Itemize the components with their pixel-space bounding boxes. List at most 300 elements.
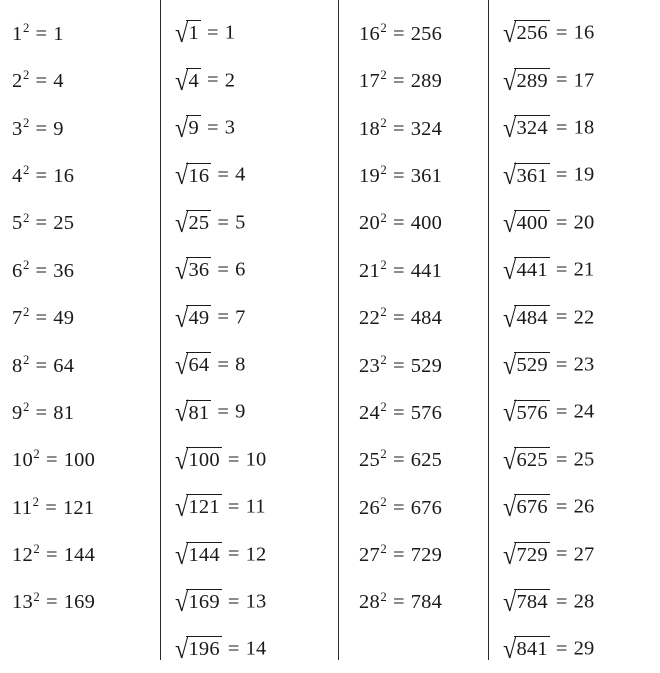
square-equation: [359, 20, 443, 46]
exponent: 2: [380, 163, 387, 178]
equals-sign: =: [392, 401, 405, 424]
result-number: 3: [224, 116, 236, 139]
equation-row: [12, 200, 160, 247]
result-number: 25: [573, 448, 595, 471]
radical-expression: [503, 302, 550, 334]
equals-sign: =: [35, 22, 48, 45]
root-equation: [175, 302, 246, 334]
radical-expression: [175, 447, 222, 475]
base-number: 27: [359, 544, 380, 567]
radical-expression: [175, 20, 201, 48]
square-equation: [12, 257, 75, 283]
radical-expression: [175, 399, 211, 427]
equals-sign: =: [555, 353, 568, 376]
radical-expression: [503, 352, 550, 380]
equals-sign: =: [217, 258, 230, 281]
equals-sign: =: [555, 69, 568, 92]
equation-row: [175, 484, 338, 531]
square-equation: [359, 212, 442, 235]
equation-row: [175, 105, 338, 152]
root-equation: [175, 447, 267, 475]
exponent: 2: [380, 68, 387, 83]
equation-row: [359, 200, 488, 247]
radical-sign-icon: √: [503, 539, 517, 571]
equation-row: [175, 437, 338, 484]
radical-expression: [175, 494, 222, 522]
equation-row: [503, 531, 660, 578]
column-roots-1-to-169: [160, 0, 338, 665]
exponent: 2: [33, 589, 40, 604]
equation-row: [503, 484, 660, 531]
result-number: 23: [573, 353, 595, 376]
equation-row: [12, 389, 160, 436]
equals-sign: =: [392, 449, 405, 472]
equals-sign: =: [555, 116, 568, 139]
exponent: 2: [380, 400, 387, 415]
radical-expression: [503, 636, 550, 664]
base-number: 13: [12, 591, 33, 614]
equation-row: [359, 57, 488, 104]
radical-sign-icon: √: [503, 587, 517, 618]
square-equation: [12, 115, 64, 141]
base-number: 23: [359, 354, 380, 377]
square-equation: [359, 165, 442, 188]
equation-row: [175, 579, 338, 626]
column-squares-1-to-13: [0, 0, 160, 660]
radical-expression: [503, 210, 550, 238]
result-number: 256: [410, 22, 443, 45]
radical-sign-icon: √: [175, 397, 189, 428]
radicand: 49: [188, 306, 210, 329]
result-number: 9: [53, 117, 64, 140]
equals-sign: =: [392, 70, 405, 93]
radicand: 484: [516, 306, 548, 329]
radical-sign-icon: √: [503, 18, 517, 49]
equals-sign: =: [217, 353, 230, 376]
equation-row: [503, 152, 660, 199]
equals-sign: =: [227, 543, 240, 566]
result-number: 324: [410, 117, 443, 140]
result-number: 8: [235, 353, 246, 376]
exponent: 2: [380, 210, 387, 225]
base-number: 17: [359, 70, 380, 93]
exponent: 2: [22, 305, 30, 320]
equals-sign: =: [45, 544, 58, 567]
equation-row: [175, 294, 338, 341]
result-number: 10: [245, 448, 267, 471]
equals-sign: =: [392, 117, 405, 140]
exponent: 2: [380, 589, 387, 604]
radical-expression: [503, 447, 550, 475]
square-equation: [359, 449, 442, 472]
exponent: 2: [380, 447, 387, 462]
equation-row: [175, 152, 338, 199]
square-equation: [12, 20, 64, 46]
root-equation: [175, 20, 235, 48]
exponent: 2: [22, 257, 30, 272]
equals-sign: =: [35, 307, 48, 330]
result-number: 26: [573, 495, 595, 518]
equation-row: [503, 389, 660, 436]
equation-row: [175, 342, 338, 389]
result-number: 22: [573, 306, 595, 329]
equals-sign: =: [555, 590, 568, 613]
radical-sign-icon: √: [503, 302, 517, 334]
radical-sign-icon: √: [175, 302, 189, 334]
radical-expression: [175, 589, 222, 617]
radicand: 784: [516, 591, 548, 614]
result-number: 49: [53, 307, 75, 330]
root-equation: [503, 399, 595, 427]
equals-sign: =: [217, 306, 230, 329]
result-number: 100: [63, 449, 96, 472]
result-number: 14: [245, 638, 267, 661]
root-equation: [503, 539, 595, 571]
square-equation: [359, 591, 442, 614]
result-number: 4: [53, 70, 64, 93]
result-number: 36: [53, 259, 75, 282]
radical-sign-icon: √: [175, 445, 189, 476]
result-number: 25: [53, 212, 75, 235]
radicand: 16: [188, 164, 210, 187]
base-number: 7: [12, 307, 23, 330]
result-number: 81: [53, 401, 75, 424]
base-number: 28: [359, 591, 380, 614]
radicand: 361: [516, 164, 548, 187]
radical-expression: [175, 302, 211, 334]
root-equation: [175, 352, 246, 380]
exponent: 2: [22, 115, 30, 130]
equation-row: [175, 247, 338, 294]
result-number: 19: [573, 164, 595, 187]
base-number: 25: [359, 449, 380, 472]
base-number: 4: [12, 164, 23, 187]
result-number: 484: [410, 307, 443, 330]
result-number: 24: [573, 401, 595, 424]
radical-sign-icon: √: [175, 18, 189, 49]
result-number: 4: [235, 164, 246, 187]
radicand: 441: [516, 259, 548, 282]
square-equation: [12, 494, 95, 520]
square-equation: [12, 165, 74, 188]
result-number: 676: [410, 496, 443, 519]
radicand: 256: [516, 22, 548, 45]
radical-sign-icon: √: [175, 539, 189, 571]
radicand: 289: [516, 69, 548, 92]
equals-sign: =: [392, 307, 405, 330]
radical-expression: [503, 399, 550, 427]
square-equation: [12, 212, 74, 235]
radicand: 729: [516, 543, 548, 566]
equals-sign: =: [35, 401, 48, 424]
equation-row: [359, 152, 488, 199]
equation-row: [359, 10, 488, 57]
exponent: 2: [380, 115, 387, 130]
base-number: 22: [359, 307, 380, 330]
equation-row: [12, 294, 160, 341]
root-equation: [503, 636, 595, 664]
equals-sign: =: [35, 354, 48, 377]
radical-sign-icon: √: [175, 634, 189, 665]
radicand: 196: [188, 638, 220, 661]
equation-row: [503, 294, 660, 341]
radicand: 529: [516, 354, 548, 377]
result-number: 6: [235, 258, 246, 281]
square-equation: [12, 544, 95, 567]
equals-sign: =: [45, 449, 58, 472]
equals-sign: =: [217, 211, 230, 234]
result-number: 11: [245, 495, 266, 518]
result-number: 289: [410, 70, 443, 93]
root-equation: [175, 68, 235, 96]
square-equation: [359, 70, 442, 93]
square-equation: [359, 115, 443, 141]
result-number: 169: [63, 591, 96, 614]
root-equation: [503, 210, 595, 238]
result-number: 64: [53, 354, 75, 377]
radicand: 841: [516, 638, 548, 661]
root-equation: [503, 68, 595, 96]
radical-sign-icon: √: [175, 255, 189, 286]
exponent: 2: [22, 20, 30, 35]
root-equation: [175, 162, 246, 190]
equation-row: [359, 579, 488, 626]
result-number: 20: [573, 211, 595, 234]
radical-expression: [175, 636, 222, 664]
equals-sign: =: [392, 164, 405, 187]
result-number: 576: [410, 401, 443, 424]
root-equation: [503, 302, 595, 334]
radical-expression: [175, 539, 222, 571]
equation-row: [503, 579, 660, 626]
radicand: 121: [188, 496, 220, 519]
equation-row: [359, 247, 488, 294]
radicand: 25: [188, 211, 210, 234]
base-number: 1: [12, 22, 23, 45]
base-number: 20: [359, 212, 380, 235]
equals-sign: =: [227, 495, 240, 518]
base-number: 26: [359, 496, 380, 519]
square-equation: [12, 307, 74, 330]
exponent: 2: [22, 400, 30, 415]
equals-sign: =: [35, 117, 48, 140]
equation-row: [503, 247, 660, 294]
square-equation: [12, 591, 95, 614]
radical-sign-icon: √: [175, 492, 189, 523]
square-equation: [359, 402, 442, 425]
exponent: 2: [380, 542, 387, 557]
radical-sign-icon: √: [503, 160, 517, 192]
square-equation: [359, 494, 443, 520]
base-number: 2: [12, 70, 23, 93]
result-number: 13: [245, 590, 267, 613]
result-number: 29: [573, 638, 595, 661]
radical-expression: [175, 257, 211, 285]
exponent: 2: [380, 494, 387, 509]
equation-row: [503, 437, 660, 484]
root-equation: [503, 447, 595, 475]
equation-row: [175, 57, 338, 104]
radical-expression: [503, 20, 550, 48]
base-number: 8: [12, 354, 23, 377]
equation-row: [12, 579, 160, 626]
root-equation: [175, 494, 266, 522]
equation-row: [503, 626, 660, 673]
equation-row: [12, 484, 160, 531]
radical-sign-icon: √: [175, 587, 189, 618]
radicand: 64: [188, 354, 210, 377]
base-number: 11: [12, 496, 33, 519]
equals-sign: =: [35, 259, 48, 282]
radicand: 4: [188, 69, 199, 92]
root-equation: [175, 589, 267, 617]
radicand: 1: [188, 22, 199, 45]
radical-expression: [503, 257, 550, 285]
result-number: 625: [410, 449, 443, 472]
equation-row: [175, 389, 338, 436]
radicand: 100: [188, 448, 220, 471]
root-equation: [175, 636, 267, 664]
equation-row: [12, 437, 160, 484]
square-equation: [359, 352, 443, 378]
column-roots-256-to-784: [488, 0, 660, 665]
base-number: 19: [359, 164, 380, 187]
square-equation: [12, 70, 64, 93]
equation-row: [359, 389, 488, 436]
radical-expression: [175, 115, 201, 143]
equals-sign: =: [217, 164, 230, 187]
result-number: 28: [573, 590, 595, 613]
root-equation: [503, 20, 595, 48]
result-number: 18: [573, 116, 595, 139]
equals-sign: =: [555, 258, 568, 281]
radical-expression: [503, 494, 550, 522]
square-equation: [359, 307, 442, 330]
equation-row: [359, 294, 488, 341]
base-number: 5: [12, 212, 23, 235]
root-equation: [503, 352, 595, 380]
equation-row: [12, 57, 160, 104]
exponent: 2: [22, 210, 30, 225]
equation-row: [12, 152, 160, 199]
equals-sign: =: [392, 259, 405, 282]
equation-row: [503, 10, 660, 57]
square-equation: [12, 449, 95, 472]
base-number: 24: [359, 401, 380, 424]
radical-expression: [175, 68, 201, 96]
root-equation: [503, 589, 595, 617]
result-number: 121: [62, 496, 95, 519]
result-number: 21: [573, 258, 595, 281]
equation-row: [12, 105, 160, 152]
equals-sign: =: [555, 448, 568, 471]
exponent: 2: [33, 447, 40, 462]
radical-expression: [175, 162, 211, 190]
root-equation: [503, 115, 595, 143]
result-number: 1: [224, 22, 236, 44]
equals-sign: =: [392, 22, 405, 45]
radical-expression: [503, 162, 550, 190]
equals-sign: =: [227, 638, 240, 661]
result-number: 144: [63, 544, 96, 567]
base-number: 9: [12, 401, 23, 424]
square-equation: [12, 402, 74, 425]
radical-sign-icon: √: [503, 255, 517, 286]
result-number: 16: [573, 22, 595, 44]
equals-sign: =: [227, 590, 240, 613]
radicand: 169: [188, 591, 220, 614]
equation-row: [503, 57, 660, 104]
result-number: 27: [573, 543, 595, 566]
equation-row: [12, 342, 160, 389]
equals-sign: =: [392, 591, 405, 614]
equation-row: [359, 437, 488, 484]
result-number: 441: [410, 259, 443, 282]
radicand: 36: [188, 259, 210, 282]
square-equation: [12, 352, 75, 378]
result-number: 361: [410, 164, 443, 187]
radicand: 144: [188, 543, 220, 566]
radical-expression: [503, 539, 550, 571]
radical-sign-icon: √: [175, 160, 189, 192]
equals-sign: =: [555, 22, 568, 44]
radical-sign-icon: √: [503, 397, 517, 428]
result-number: 7: [235, 306, 246, 329]
result-number: 2: [224, 69, 236, 92]
exponent: 2: [380, 257, 387, 272]
equation-row: [175, 10, 338, 57]
equals-sign: =: [392, 544, 405, 567]
equation-row: [503, 342, 660, 389]
result-number: 12: [245, 543, 267, 566]
exponent: 2: [380, 20, 387, 35]
base-number: 12: [12, 544, 33, 567]
root-equation: [503, 257, 595, 285]
equation-row: [359, 531, 488, 578]
result-number: 5: [235, 211, 246, 234]
equals-sign: =: [555, 401, 568, 424]
radical-sign-icon: √: [175, 113, 189, 144]
equation-row: [175, 200, 338, 247]
exponent: 2: [32, 494, 40, 509]
radicand: 625: [516, 448, 548, 471]
equals-sign: =: [392, 496, 405, 519]
equals-sign: =: [555, 306, 568, 329]
equals-sign: =: [392, 212, 405, 235]
equals-sign: =: [555, 495, 568, 518]
equation-row: [359, 105, 488, 152]
root-equation: [175, 257, 246, 285]
exponent: 2: [380, 305, 387, 320]
equals-sign: =: [227, 448, 240, 471]
equation-row: [359, 484, 488, 531]
exponent: 2: [22, 352, 30, 367]
radical-sign-icon: √: [503, 492, 517, 523]
exponent: 2: [22, 163, 30, 178]
radical-sign-icon: √: [175, 350, 189, 381]
radical-expression: [503, 68, 550, 96]
equation-row: [12, 531, 160, 578]
root-equation: [503, 494, 595, 522]
root-equation: [175, 539, 267, 571]
base-number: 16: [359, 22, 380, 45]
base-number: 18: [359, 117, 380, 140]
result-number: 1: [53, 22, 64, 45]
base-number: 3: [12, 117, 23, 140]
equals-sign: =: [555, 164, 568, 187]
radicand: 9: [188, 117, 199, 140]
radicand: 400: [516, 211, 548, 234]
